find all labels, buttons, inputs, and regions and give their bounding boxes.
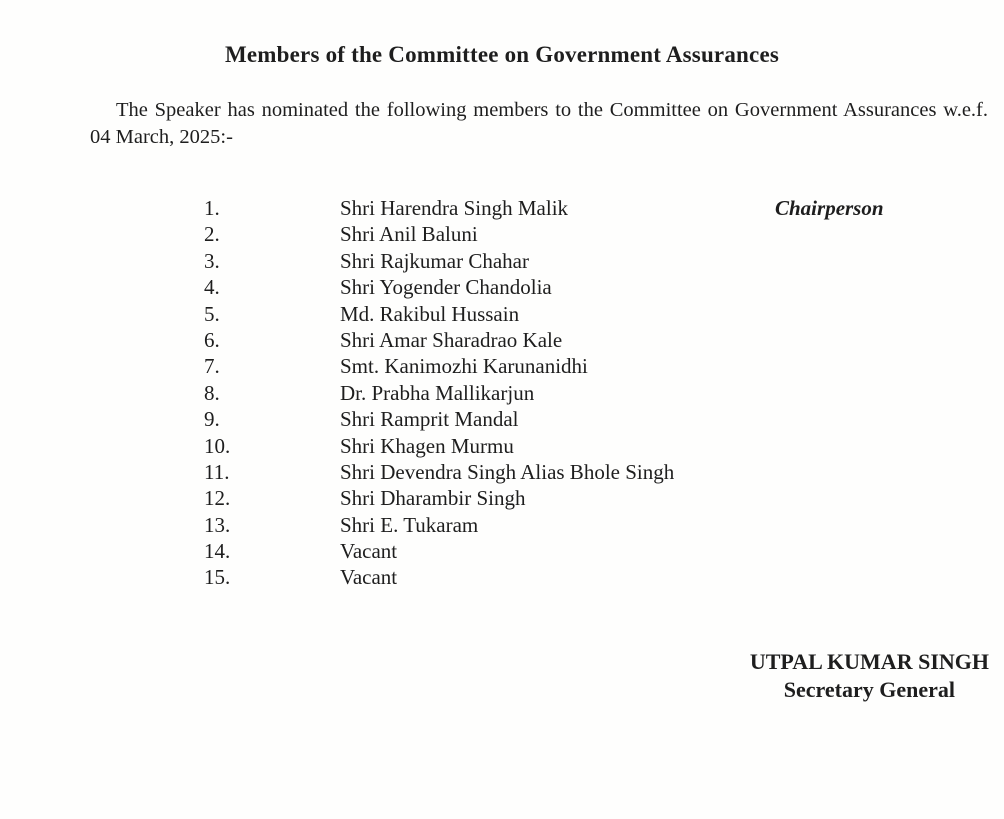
member-number: 15. bbox=[204, 565, 231, 590]
member-number: 6. bbox=[204, 327, 220, 352]
member-list bbox=[0, 196, 1004, 592]
member-row bbox=[0, 196, 1004, 222]
member-row bbox=[0, 249, 1004, 275]
member-row bbox=[0, 539, 1004, 565]
member-name: Dr. Prabha Mallikarjun bbox=[340, 380, 535, 405]
member-name: Vacant bbox=[340, 565, 398, 590]
member-row bbox=[0, 407, 1004, 433]
member-role: Chairperson bbox=[775, 196, 884, 220]
member-number: 12. bbox=[204, 486, 231, 511]
member-name: Shri Khagen Murmu bbox=[340, 433, 514, 458]
signature-block bbox=[750, 648, 989, 703]
member-row bbox=[0, 486, 1004, 512]
member-number: 4. bbox=[204, 275, 220, 300]
member-row bbox=[0, 275, 1004, 301]
member-number: 5. bbox=[204, 301, 220, 326]
member-number: 11. bbox=[204, 459, 230, 484]
member-number: 3. bbox=[204, 248, 220, 273]
member-name: Shri Yogender Chandolia bbox=[340, 275, 552, 300]
member-row bbox=[0, 354, 1004, 380]
member-name: Md. Rakibul Hussain bbox=[340, 301, 520, 326]
member-number: 7. bbox=[204, 354, 220, 379]
member-name: Shri Anil Baluni bbox=[340, 222, 478, 247]
member-number: 13. bbox=[204, 512, 231, 537]
member-name: Vacant bbox=[340, 539, 398, 564]
member-number: 8. bbox=[204, 380, 220, 405]
member-number: 14. bbox=[204, 539, 231, 564]
member-name: Shri Dharambir Singh bbox=[340, 486, 526, 511]
member-row bbox=[0, 565, 1004, 591]
member-name: Shri Amar Sharadrao Kale bbox=[340, 327, 563, 352]
member-name: Shri E. Tukaram bbox=[340, 512, 479, 537]
intro-paragraph: The Speaker has nominated the following members to the Committee on Government Assurances w.e.f. 04 March, 2025:- bbox=[90, 99, 988, 148]
member-number: 10. bbox=[204, 433, 231, 458]
member-row bbox=[0, 328, 1004, 354]
member-name: Shri Rajkumar Chahar bbox=[340, 248, 529, 273]
member-number: 9. bbox=[204, 407, 220, 432]
member-row bbox=[0, 222, 1004, 248]
document-title: Members of the Committee on Government Assurances bbox=[224, 42, 780, 67]
member-number: 2. bbox=[204, 222, 220, 247]
member-row bbox=[0, 513, 1004, 539]
signatory-name: UTPAL KUMAR SINGH bbox=[749, 649, 989, 674]
signatory-designation: Secretary General bbox=[783, 676, 956, 702]
member-name: Shri Harendra Singh Malik bbox=[340, 196, 569, 220]
member-row bbox=[0, 460, 1004, 486]
member-row bbox=[0, 302, 1004, 328]
member-name: Shri Devendra Singh Alias Bhole Singh bbox=[340, 459, 675, 484]
member-name: Smt. Kanimozhi Karunanidhi bbox=[340, 354, 588, 379]
member-row bbox=[0, 381, 1004, 407]
member-number: 1. bbox=[204, 196, 220, 220]
member-row bbox=[0, 434, 1004, 460]
member-name: Shri Ramprit Mandal bbox=[340, 407, 519, 432]
